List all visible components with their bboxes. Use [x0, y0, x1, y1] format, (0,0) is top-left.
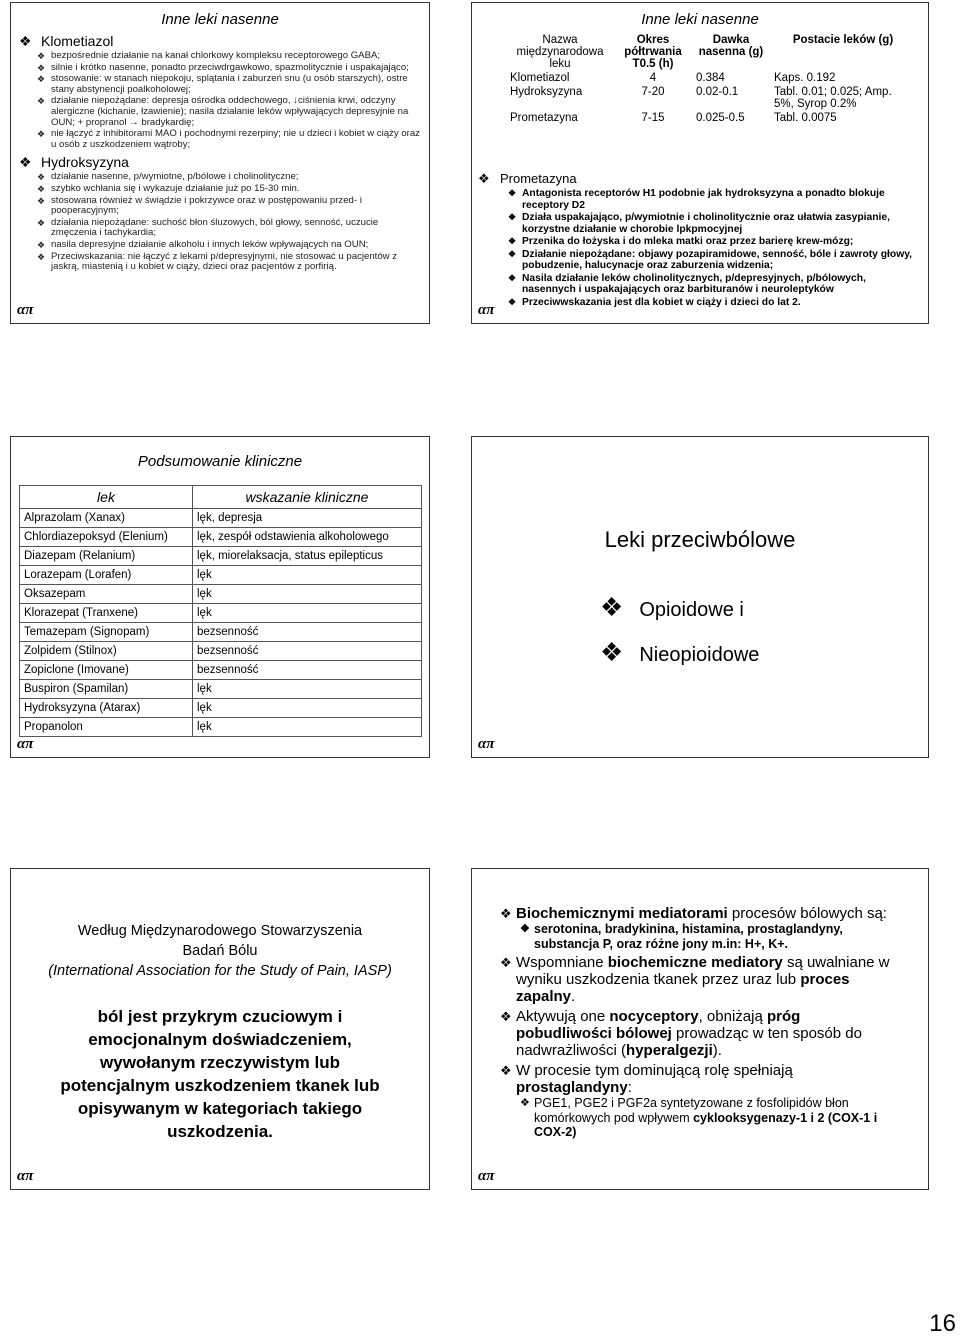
cell: Propanolon: [20, 718, 193, 737]
list-item: ❖ silnie i krótko nasenne, ponadto przeciwdrgawkowo, spazmolitycznie i uspakajająco;: [37, 63, 421, 74]
table-row: [20, 680, 422, 699]
header-forms: Postacie leków (g): [792, 34, 894, 46]
cell: Temazepam (Signopam): [20, 623, 193, 642]
list-item: [500, 954, 892, 1005]
cell: 4: [649, 72, 657, 84]
list-item: ❖ Antagonista receptorów H1 podobnie jak hydroksyzyna a ponadto blokuje receptory D2: [508, 188, 918, 211]
text-bold: Biochemicznymi mediatorami: [516, 905, 728, 922]
table-row: [20, 642, 422, 661]
cell: 0.02-0.1: [696, 86, 739, 98]
cell: lęk: [193, 585, 422, 604]
cell: Klometiazol: [510, 72, 570, 84]
table-row: [506, 71, 916, 85]
text: W procesie tym dominującą rolę spełniają: [516, 1062, 793, 1079]
text-bold: próg pobudliwości bólowej: [516, 1008, 801, 1042]
intro-line: Badań Bólu: [182, 943, 258, 959]
prometazyna-block: [478, 171, 918, 309]
category-opioid: [600, 592, 744, 623]
logo-mark: απ: [17, 302, 34, 318]
cell: bezsenność: [193, 642, 422, 661]
list-item: ❖ Przeciwskazania: nie łączyć z lekami p/depresyjnymi, nie stosować u pacjentów z jaskrą, miastenią i u kobiet w ciąży, dzieci oraz pacjentów z porfirią.: [37, 252, 421, 273]
list-item: ❖ Przeciwwskazania jest dla kobiet w ciąży i dzieci do lat 2.: [508, 297, 918, 309]
list-item: ❖ Przenika do łożyska i do mleka matki oraz przez barierę krew-mózg;: [508, 236, 918, 248]
text: :: [627, 1079, 632, 1096]
cell: 7-20: [641, 86, 665, 98]
cell: lęk, zespół odstawienia alkoholowego: [193, 528, 422, 547]
cell: Buspiron (Spamilan): [20, 680, 193, 699]
table-row: [20, 661, 422, 680]
list-item: ❖ serotonina, bradykinina, histamina, prostaglandyny, substancja P, oraz różne jony m.in: H+, K+.: [520, 922, 892, 951]
table-header-row: [20, 486, 422, 509]
table-header-row: [506, 33, 916, 71]
table-row: [20, 699, 422, 718]
text: .: [571, 988, 576, 1005]
list-item: ❖ Nasila działanie leków cholinolitycznych, p/depresyjnych, p/bólowych, nasennych i uspakajających oraz barbituranów i neuroleptyków: [508, 273, 918, 296]
intro-line: (International Association for the Study of Pain, IASP): [48, 963, 392, 979]
list-item: ❖ działanie niepożądane: depresja ośrodka oddechowego, ↓ciśnienia krwi, odczyny alergiczne (kichanie, łzawienie); nasila działanie leków wpływających depresyjnie na OUN; + propranol → bradykardię;: [37, 96, 421, 128]
list-item: ❖ stosowanie: w stanach niepokoju, splątania i zaburzeń snu (u osób starszych), ostre stany abstynencji poalkoholowej;: [37, 74, 421, 95]
category-label: Opioidowe i: [639, 599, 744, 621]
table-row: [506, 111, 916, 125]
text: ).: [712, 1042, 722, 1059]
sub-list: [520, 1096, 892, 1140]
list-item: ❖ działania niepożądane: suchość błon śluzowych, ból głowy, senność, uczucie zmęczenia i tachykardia;: [37, 218, 421, 239]
cell: bezsenność: [193, 623, 422, 642]
cell: Hydroksyzyna (Atarax): [20, 699, 193, 718]
section-heading-hydroksyzyna: ❖ Hydroksyzyna: [19, 154, 421, 170]
header-halflife: Okres półtrwania T0.5 (h): [624, 34, 682, 70]
cell: lęk: [193, 718, 422, 737]
cell: lęk: [193, 604, 422, 623]
cell: Lorazepam (Lorafen): [20, 566, 193, 585]
header-wskazanie: wskazanie kliniczne: [193, 486, 422, 509]
slide-title: Inne leki nasenne: [641, 11, 759, 28]
drug-table: [506, 33, 916, 125]
cell: Tabl. 0.0075: [774, 112, 837, 124]
list-item: ❖ nie łączyć z inhibitorami MAO i pochodnymi rezerpiny; nie u dzieci i kobiet w ciąży oraz u osób z uszkodzeniem wątroby;: [37, 129, 421, 150]
logo-mark: απ: [478, 1168, 495, 1184]
slide-title: Podsumowanie kliniczne: [137, 453, 303, 470]
sub-list: [520, 922, 892, 951]
list-item: ❖ szybko wchłania się i wykazuje działanie już po 15-30 min.: [37, 184, 421, 195]
cell: Klorazepat (Tranxene): [20, 604, 193, 623]
section-heading-klometiazol: ❖ Klometiazol: [19, 33, 421, 49]
table-row: [506, 85, 916, 111]
mediators-list: [500, 905, 892, 1143]
slide-title: Inne leki nasenne: [161, 11, 279, 28]
table-row: [20, 604, 422, 623]
text: PGE1, PGE2 i PGF2a syntetyzowane z fosfolipidów błon komórkowych pod wpływem: [534, 1096, 849, 1125]
cell: Tabl. 0.01; 0.025; Amp. 5%, Syrop 0.2%: [774, 86, 892, 110]
text-bold: nocyceptory: [609, 1008, 699, 1025]
summary-table: [19, 485, 422, 737]
text: prowadząc w ten sposób do nadwrażliwości (: [516, 1025, 862, 1059]
cell: bezsenność: [193, 661, 422, 680]
slide-inne-leki-nasenne-1: [10, 2, 430, 324]
header-name: Nazwa międzynarodowa leku: [516, 34, 604, 70]
cell: Diazepam (Relanium): [20, 547, 193, 566]
table-row: [20, 528, 422, 547]
pain-definition: ból jest przykrym czuciowym i emocjonalnym doświadczeniem, wywołanym rzeczywistym lub potencjalnym uszkodzeniem tkanek lub opisywanym w kategoriach takiego uszkodzenia.: [60, 1007, 380, 1141]
text: są uwalniane w wyniku uszkodzenia tkanek przez uraz lub: [516, 954, 890, 988]
cell: 7-15: [641, 112, 665, 124]
slide-iasp-definition: [10, 868, 430, 1190]
cell: Oksazepam: [20, 585, 193, 604]
text-bold: biochemiczne mediatory: [607, 954, 783, 971]
cell: lęk, miorelaksacja, status epilepticus: [193, 547, 422, 566]
list-item: ❖ Działa uspakajająco, p/wymiotnie i cholinolitycznie oraz ułatwia zasypianie, korzystne działanie w chorobie lpkpmocyjnej: [508, 212, 918, 235]
page-number: 16: [929, 1310, 956, 1337]
table-row: [20, 509, 422, 528]
diamond-bullet-icon: ❖: [600, 592, 624, 622]
logo-mark: απ: [478, 302, 495, 318]
text-bold: cyklooksygenazy-1 i 2 (COX-1 i COX-2): [534, 1110, 878, 1139]
list-item: [500, 1062, 892, 1140]
text-bold: hyperalgezji: [626, 1042, 713, 1059]
text: procesów bólowych są:: [727, 905, 887, 922]
intro-line: Według Międzynarodowego Stowarzyszenia: [77, 923, 363, 939]
list-item: ❖ Działanie niepożądane: objawy pozapiramidowe, senność, bóle i zawroty głowy, pobudzenie, halucynacje oraz zaburzenia widzenia;: [508, 249, 918, 272]
diamond-bullet-icon: ❖: [600, 637, 624, 667]
slide-mediatory-bolu: [471, 868, 929, 1190]
text-bold: proces zapalny: [516, 971, 850, 1005]
table-row: [20, 718, 422, 737]
table-row: [20, 547, 422, 566]
logo-mark: απ: [478, 736, 495, 752]
prometazyna-list: [508, 188, 918, 308]
text-bold: prostaglandyny: [516, 1079, 628, 1096]
header-lek: lek: [20, 486, 193, 509]
list-item: [500, 905, 892, 951]
cell: Kaps. 0.192: [774, 72, 836, 84]
logo-mark: απ: [17, 1168, 34, 1184]
cell: Prometazyna: [510, 112, 578, 124]
table-row: [20, 585, 422, 604]
table-row: [20, 623, 422, 642]
cell: lęk, depresja: [193, 509, 422, 528]
cell: Chlordiazepoksyd (Elenium): [20, 528, 193, 547]
list-item: [520, 1096, 892, 1140]
slide-title: Leki przeciwbólowe: [604, 527, 796, 552]
klometiazol-list: [37, 51, 421, 150]
iasp-intro: [11, 921, 429, 981]
slide-leki-przeciwbolowe: [471, 436, 929, 758]
category-label: Nieopioidowe: [639, 644, 760, 666]
text: , obniżają: [698, 1008, 767, 1025]
cell: Hydroksyzyna: [510, 86, 583, 98]
text: Aktywują one: [516, 1008, 610, 1025]
slide-inne-leki-nasenne-2: [471, 2, 929, 324]
logo-mark: απ: [17, 736, 34, 752]
list-item: ❖ nasila depresyjne działanie alkoholu i innych leków wpływających na OUN;: [37, 240, 421, 251]
cell: Zolpidem (Stilnox): [20, 642, 193, 661]
cell: lęk: [193, 680, 422, 699]
cell: Zopiclone (Imovane): [20, 661, 193, 680]
header-dose: Dawka nasenna (g): [698, 34, 764, 58]
slide-podsumowanie-kliniczne: [10, 436, 430, 758]
hydroksyzyna-list: [37, 172, 421, 272]
slide-content: [19, 33, 421, 274]
text: Wspomniane: [516, 954, 608, 971]
list-item: ❖ stosowana również w świądzie i pokrzywce oraz w postępowaniu przed- i pooperacyjnym;: [37, 196, 421, 217]
section-heading-prometazyna: ❖ Prometazyna: [478, 171, 918, 186]
list-item: ❖ działanie nasenne, p/wymiotne, p/bólowe i cholinolityczne;: [37, 172, 421, 183]
cell: 0.384: [696, 72, 725, 84]
cell: lęk: [193, 699, 422, 718]
list-item: [500, 1008, 892, 1059]
cell: Alprazolam (Xanax): [20, 509, 193, 528]
cell: 0.025-0.5: [696, 112, 745, 124]
table-row: [20, 566, 422, 585]
list-item: ❖ bezpośrednie działanie na kanał chlorkowy kompleksu receptorowego GABA;: [37, 51, 421, 62]
category-nonopioid: [600, 637, 759, 668]
cell: lęk: [193, 566, 422, 585]
